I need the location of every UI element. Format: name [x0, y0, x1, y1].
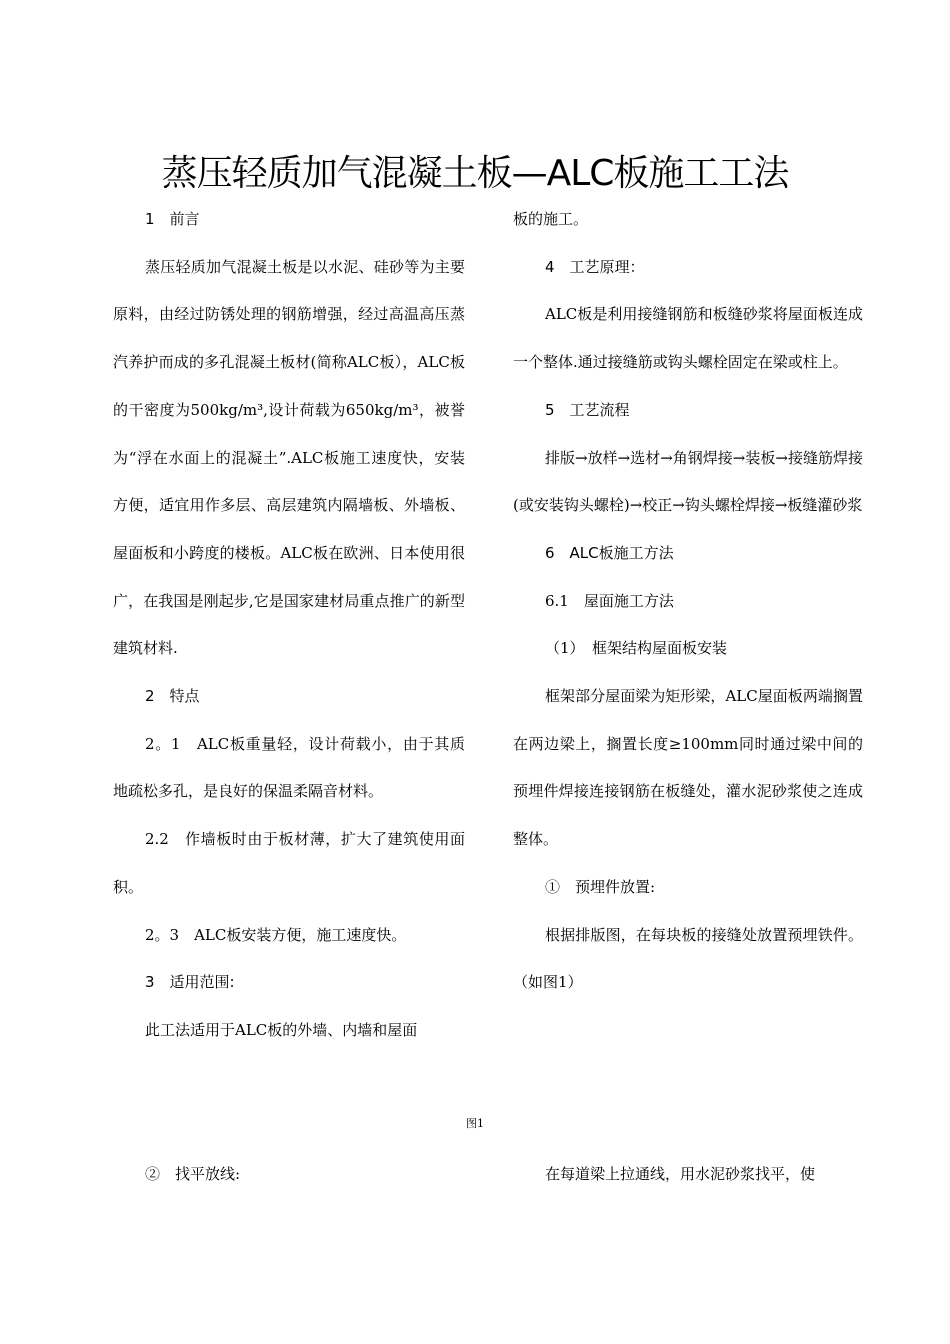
left-column: [113, 196, 465, 1055]
paragraph: 在每道梁上拉通线，用水泥砂浆找平，使: [545, 1165, 816, 1183]
section-heading: 5 工艺流程: [545, 400, 630, 419]
page-title: 蒸压轻质加气混凝土板—ALC板施工工法: [161, 153, 789, 194]
figure-caption: 图1: [466, 1117, 484, 1130]
paragraph: 2.2 作墙板时由于板材薄，扩大了建筑使用面积。: [113, 830, 465, 896]
paragraph: ALC板是利用接缝钢筋和板缝砂浆将屋面板连成一个整体.通过接缝筋或钩头螺栓固定在梁或柱上。: [513, 305, 863, 372]
section-heading: 3 适用范围:: [145, 973, 235, 992]
paragraph: 排版→放样→选材→角钢焊接→装板→接缝筋焊接(或安装钩头螺栓)→校正→钩头螺栓焊接→板缝灌砂浆: [513, 448, 863, 515]
paragraph: ② 找平放线:: [145, 1165, 241, 1183]
paragraph: 此工法适用于ALC板的外墙、内墙和屋面: [145, 1020, 418, 1039]
paragraph: 6.1 屋面施工方法: [545, 591, 674, 610]
section-heading: 6 ALC板施工方法: [545, 543, 674, 562]
section-heading: 2 特点: [145, 687, 200, 706]
paragraph: ① 预埋件放置:: [545, 877, 656, 896]
paragraph: 框架部分屋面梁为矩形梁，ALC屋面板两端搁置在两边梁上，搁置长度≥100mm同时通过梁中间的预埋件焊接连接钢筋在板缝处，灌水泥砂浆使之连成整体。: [513, 687, 863, 849]
paragraph: 2。3 ALC板安装方便，施工速度快。: [145, 925, 407, 944]
paragraph: 根据排版图，在每块板的接缝处放置预埋铁件。（如图1）: [513, 925, 863, 992]
section-heading: 4 工艺原理：: [545, 257, 645, 276]
section-heading: 1 前言: [145, 210, 200, 228]
right-column: [513, 196, 863, 1007]
paragraph-continuation: 板的施工。: [513, 210, 589, 228]
paragraph: 2。1 ALC板重量轻，设计荷载小，由于其质地疏松多孔，是良好的保温柔隔音材料。: [113, 734, 465, 801]
paragraph: （1） 框架结构屋面板安装: [545, 639, 728, 658]
paragraph: 蒸压轻质加气混凝土板是以水泥、硅砂等为主要原料，由经过防锈处理的钢筋增强，经过高温高压蒸汽养护而成的多孔混凝土板材(简称ALC板），ALC板的干密度为500kg/m³,设计荷载为650kg/m³，被誉为“浮在水面上的混凝土”.ALC板施工速度快，安装方便，适宜用作多层、高层建筑内隔墙板、外墙板、屋面板和小跨度的楼板。ALC板在欧洲、日本使用很广，在我国是刚起步,它是国家建材局重点推广的新型建筑材料.: [113, 257, 465, 658]
